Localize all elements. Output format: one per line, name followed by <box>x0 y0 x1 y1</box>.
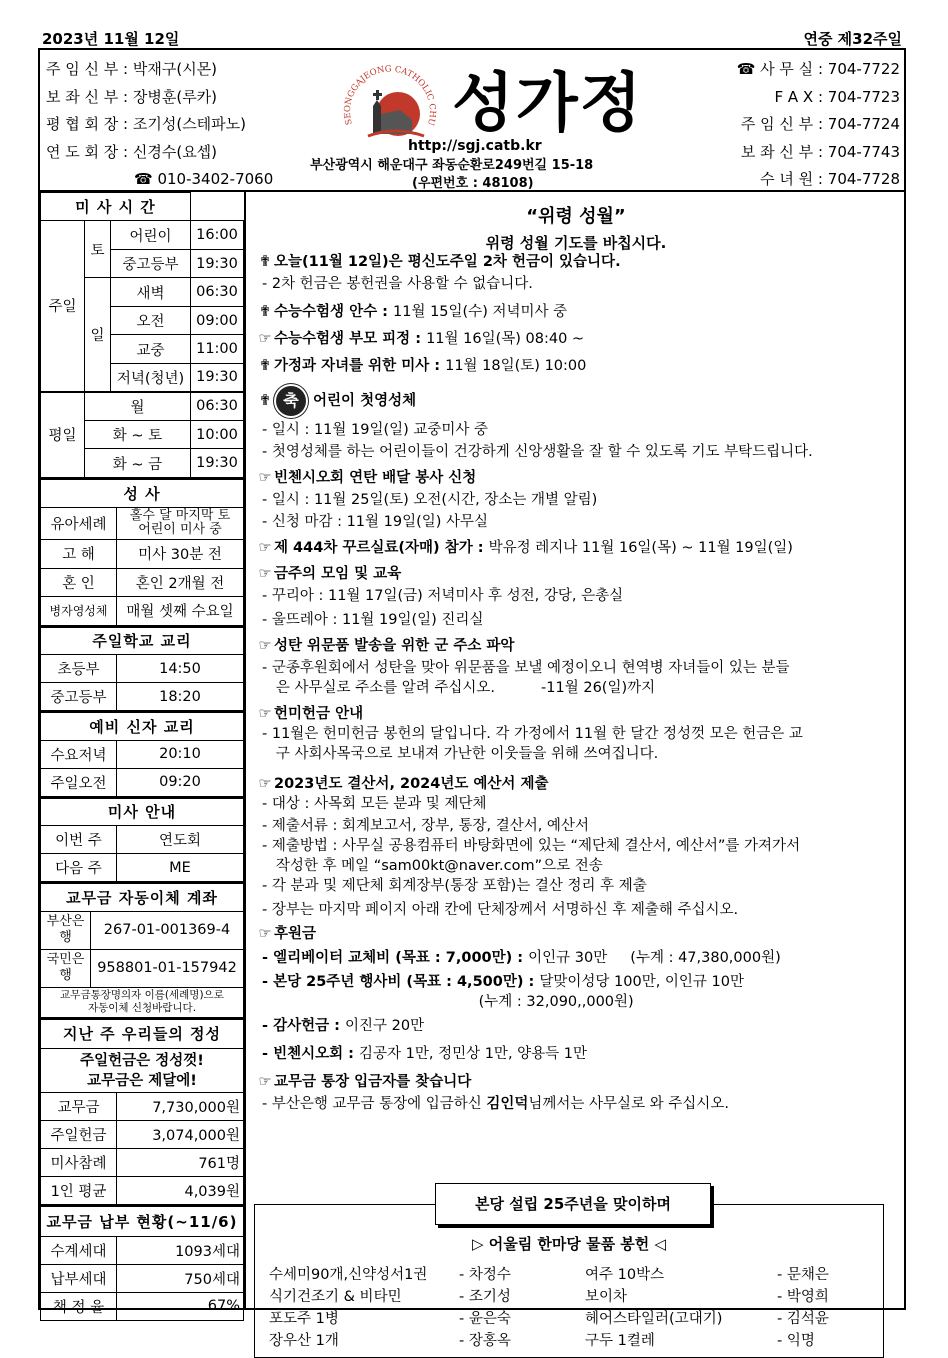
catechumen-title: 예비 신자 교리 <box>41 712 244 740</box>
announcement-detail: 11월 18일(토) 10:00 <box>445 358 587 374</box>
cross-icon: ✟ <box>258 393 272 409</box>
staff-label: 주 임 신 부 : <box>46 60 129 78</box>
announcement-heading: 수능수험생 안수 : <box>274 304 393 320</box>
offering-value: 761명 <box>117 1149 244 1177</box>
donation-item: 여주 10박스 <box>585 1267 665 1283</box>
mass-slot: 중고등부 <box>111 250 191 278</box>
mass-slot: 화 ~ 금 <box>85 449 191 478</box>
subitem-text: 작성한 후 메일 “sam00kt@naver.com”으로 전송 <box>262 858 603 874</box>
donation-item: 장우산 1개 <box>269 1333 339 1349</box>
mass-slot: 교중 <box>111 335 191 364</box>
mass-time: 09:00 <box>191 307 244 335</box>
offering-label: 주일헌금 <box>41 1121 117 1149</box>
staff-label: 보 좌 신 부 : <box>46 87 129 106</box>
payment-value: 67% <box>117 1292 244 1320</box>
donation-item: 헤어스타일러(고대기) <box>585 1311 723 1327</box>
staff-label: 연 도 회 장 : <box>46 142 129 161</box>
guide-week: 다음 주 <box>41 854 117 882</box>
subitem-text: - 2차 헌금은 봉헌권을 사용할 수 없습니다. <box>262 276 533 292</box>
donor-name: - 박영희 <box>777 1289 829 1305</box>
announcement-item <box>256 702 363 723</box>
cross-icon: ✟ <box>258 254 272 270</box>
subitem-text: - 제출서류 : 회계보고서, 장부, 통장, 결산서, 예산서 <box>262 818 589 834</box>
auto-transfer-note-2: 자동이체 신청바랍니다. <box>87 1002 197 1014</box>
donation-item: 식기건조기 & 비타민 <box>269 1289 402 1305</box>
donor-name: - 김석윤 <box>777 1311 829 1327</box>
phone-value: 704-7743 <box>827 142 900 161</box>
announcement-subitem <box>262 854 603 875</box>
auto-transfer-note: 교무금통장명의자 이름(세례명)으로 <box>60 989 224 1001</box>
sacrament-name: 혼 인 <box>41 568 117 596</box>
announcement-item <box>256 354 586 375</box>
pointing-hand-icon: ☞ <box>258 638 272 654</box>
announcement-subitem <box>262 970 744 991</box>
donation-item: 포도주 1병 <box>269 1311 339 1327</box>
school-time: 18:20 <box>117 683 244 711</box>
donor-name: - 익명 <box>777 1333 815 1349</box>
announcement-subitem <box>262 814 589 835</box>
church-logo <box>340 54 440 142</box>
announcement-subitem <box>262 990 634 1011</box>
announcement-item <box>256 634 514 655</box>
announcements <box>248 192 904 1349</box>
announcement-heading: 오늘(11월 12일)은 평신도주일 2차 헌금이 있습니다. <box>274 254 621 270</box>
subitem-text: - 군종후원회에서 성탄을 맞아 위문품을 보낼 예정이오니 현역병 자녀들이 있는 분들 <box>262 660 790 676</box>
pointing-hand-icon: ☞ <box>258 776 272 792</box>
announcement-subitem <box>262 1014 424 1035</box>
pointing-hand-icon: ☞ <box>258 1074 272 1090</box>
subitem-text: - 꾸리아 : 11월 17일(금) 저녁미사 후 성전, 강당, 은총실 <box>262 588 624 604</box>
bulletin-title: 성가정 <box>452 67 644 141</box>
mass-time: 06:30 <box>191 278 244 307</box>
mass-schedule-table <box>40 192 244 478</box>
announcement-heading: 금주의 모임 및 교육 <box>274 566 402 582</box>
guide-group: 연도회 <box>117 826 244 854</box>
sacrament-time-2: 어린이 미사 중 <box>138 522 222 537</box>
pointing-hand-icon: ☞ <box>258 470 272 486</box>
phone-value: 704-7728 <box>827 170 900 188</box>
subitem-text: - 부산은행 교무금 통장에 입금하신 <box>262 1096 487 1112</box>
announcement-subitem <box>262 418 488 439</box>
announcement-subitem <box>262 656 790 677</box>
catechumen-time: 20:10 <box>117 740 244 768</box>
mass-time: 16:00 <box>191 221 244 250</box>
announcement-subitem <box>262 834 800 855</box>
subitem-text: - 일시 : 11월 19일(일) 교중미사 중 <box>262 422 489 438</box>
subitem-text: - 각 분과 및 제단체 회계장부(통장 포함)는 결산 정리 후 제출 <box>262 878 647 894</box>
subitem-text: - 11월은 헌미헌금 봉헌의 달입니다. 각 가정에서 11월 한 달간 정성껏 모은 헌금은 교 <box>262 726 803 742</box>
bank-account: 267-01-001369-4 <box>91 911 244 949</box>
announcement-detail: 11월 15일(수) 저녁미사 중 <box>393 304 568 320</box>
auto-transfer-table <box>40 882 244 1018</box>
donation-item: 수세미90개,신약성서1권 <box>269 1267 428 1283</box>
sacrament-name: 고 해 <box>41 539 117 568</box>
subitem-text: - 울뜨레아 : 11월 19일(일) 진리실 <box>262 612 484 628</box>
subitem-text: - 일시 : 11월 25일(토) 오전(시간, 장소는 개별 알림) <box>262 492 598 508</box>
announcement-subitem <box>262 722 803 743</box>
offering-label: 교무금 <box>41 1093 117 1121</box>
announcement-heading: 교무금 통장 입금자를 찾습니다 <box>274 1074 472 1090</box>
sacrament-name: 유아세례 <box>41 507 117 539</box>
announcement-subitem <box>262 676 655 697</box>
congrats-badge-icon: 축 <box>276 386 306 416</box>
church-url[interactable]: http://sgj.catb.kr <box>408 138 542 154</box>
sacrament-title: 성 사 <box>41 479 244 507</box>
subitem-text: - 신청 마감 : 11월 19일(일) 사무실 <box>262 514 489 530</box>
sunday-label: 주일 <box>41 221 85 392</box>
announcement-detail: 11월 16일(목) 08:40 ~ <box>426 331 585 347</box>
subitem-text: - 첫영성체를 하는 어린이들이 건강하게 신앙생활을 잘 할 수 있도록 기도 부탁드립니다. <box>262 444 813 460</box>
donor-name: - 장홍옥 <box>459 1333 511 1349</box>
payment-label: 수계세대 <box>41 1236 117 1264</box>
subitem-label: - 본당 25주년 행사비 (목표 : 4,500만) : <box>262 974 540 990</box>
announcement-subitem <box>262 1092 729 1113</box>
offering-title: 지난 주 우리들의 정성 <box>41 1019 244 1049</box>
announcement-subitem <box>262 584 623 605</box>
payment-label: 책 정 율 <box>41 1292 117 1320</box>
donation-item: 구두 1켤레 <box>585 1333 655 1349</box>
staff-list <box>46 56 273 194</box>
school-time: 14:50 <box>117 655 244 683</box>
staff-value: 박재구(시몬) <box>132 60 218 78</box>
announcement-heading: 헌미헌금 안내 <box>274 706 364 722</box>
subitem-label: - 엘리베이터 교체비 (목표 : 7,000만) : <box>262 950 529 966</box>
offering-label: 미사참례 <box>41 1149 117 1177</box>
donation-item: 보이차 <box>585 1289 628 1305</box>
church-zip: (우편번호 : 48108) <box>412 176 534 191</box>
announcement-item <box>256 300 567 321</box>
cross-icon: ✟ <box>258 358 272 374</box>
office-phones <box>737 56 900 194</box>
offering-table <box>40 1018 244 1206</box>
announcement-subitem <box>262 488 597 509</box>
subitem-text: - 대상 : 사목회 모든 분과 및 제단체 <box>262 796 487 812</box>
subitem-text: 은 사무실로 주소를 알려 주십시오. -11월 26(일)까지 <box>262 680 656 696</box>
subitem-label: - 감사헌금 : <box>262 1018 345 1034</box>
subitem-text: - 제출방법 : 사무실 공용컴퓨터 바탕화면에 있는 “제단체 결산서, 예산서”를 가져가서 <box>262 838 801 854</box>
pointing-hand-icon: ☞ <box>258 331 272 347</box>
mass-time: 10:00 <box>191 421 244 449</box>
announcement-subitem <box>262 742 658 763</box>
guide-week: 이번 주 <box>41 826 117 854</box>
offering-slogan: 주일헌금은 정성껏! <box>80 1052 204 1069</box>
bank-account: 958801-01-157942 <box>91 949 244 987</box>
catechumen-table <box>40 711 244 797</box>
payment-label: 납부세대 <box>41 1264 117 1292</box>
offering-value: 4,039원 <box>117 1177 244 1205</box>
offering-value: 7,730,000원 <box>117 1093 244 1121</box>
phone-label: 수 녀 원 : <box>760 170 823 188</box>
announcement-subitem <box>262 272 533 293</box>
offering-label: 1인 평균 <box>41 1177 117 1205</box>
announcement-item <box>256 327 584 348</box>
logo-text: SEONGGAJEONG CATHOLIC CHU <box>342 64 438 127</box>
bulletin-date: 2023년 11월 12일 <box>42 30 180 48</box>
staff-value: 조기성(스테파노) <box>132 115 247 133</box>
staff-value: 장병훈(루카) <box>132 87 218 106</box>
mass-time: 06:30 <box>191 392 244 421</box>
subheadline: 위령 성월 기도를 바칩시다. <box>485 234 667 252</box>
subitem-detail: 김공자 1만, 정민상 1만, 양용득 1만 <box>359 1046 588 1062</box>
subitem-label: - 빈첸시오회 : <box>262 1046 359 1062</box>
pointing-hand-icon: ☞ <box>258 566 272 582</box>
phone-value: 704-7722 <box>827 60 900 78</box>
announcement-item <box>256 562 401 583</box>
staff-value: 신경수(요셉) <box>132 142 218 161</box>
sacrament-time: 미사 30분 전 <box>117 539 244 568</box>
anniversary-title: 본당 설립 25주년을 맞이하며 <box>435 1183 711 1225</box>
phone-label: F A X : <box>774 87 823 106</box>
payment-value: 1093세대 <box>117 1236 244 1264</box>
phone-label: 보 좌 신 부 : <box>740 142 823 161</box>
phone-label: 주 임 신 부 : <box>740 115 823 133</box>
catechumen-slot: 주일오전 <box>41 768 117 796</box>
announcement-heading: 빈첸시오회 연탄 배달 봉사 신청 <box>274 470 477 486</box>
catechumen-time: 09:20 <box>117 768 244 796</box>
announcement-detail: 박유정 레지나 11월 16일(목) ~ 11월 19일(일) <box>488 540 793 556</box>
mass-slot: 어린이 <box>111 221 191 250</box>
saturday-label: 토 <box>85 221 111 278</box>
announcement-item <box>256 772 549 793</box>
payment-status-table <box>40 1205 244 1321</box>
subitem-name: 김인덕 <box>486 1096 529 1112</box>
donor-name: - 조기성 <box>459 1289 511 1305</box>
mass-guide-title: 미사 안내 <box>41 798 244 826</box>
announcement-subitem <box>262 898 738 919</box>
auto-transfer-title: 교무금 자동이체 계좌 <box>41 883 244 911</box>
donor-name: - 차정수 <box>459 1267 511 1283</box>
announcement-item <box>256 922 316 943</box>
announcement-subitem <box>262 1042 587 1063</box>
announcement-item <box>256 466 476 487</box>
mass-time: 19:30 <box>191 449 244 478</box>
subitem-text: 구 사회사목국으로 보내져 가난한 이웃들을 위해 쓰여집니다. <box>262 746 659 762</box>
payment-status-title: 교무금 납부 현황(~11/6) <box>41 1206 244 1236</box>
mass-time: 11:00 <box>191 335 244 364</box>
announcement-heading: 어린이 첫영성체 <box>308 393 417 409</box>
announcement-heading: 수능수험생 부모 피정 : <box>274 331 427 347</box>
mass-time: 19:30 <box>191 364 244 392</box>
sidebar <box>40 192 246 1316</box>
subitem-detail: 달맞이성당 100만, 이인규 10만 <box>539 974 745 990</box>
mass-time: 19:30 <box>191 250 244 278</box>
donation-subtitle: ▷ 어울림 한마당 물품 봉헌 ◁ <box>471 1235 667 1253</box>
sacrament-name: 병자영성체 <box>41 596 117 625</box>
subitem-detail: 이진구 20만 <box>345 1018 425 1034</box>
announcement-item <box>256 536 793 557</box>
school-group: 초등부 <box>41 655 117 683</box>
top-line <box>40 26 904 48</box>
subitem-text: - 장부는 마지막 페이지 아래 칸에 단체장께서 서명하신 후 제출해 주십시오. <box>262 902 739 918</box>
announcement-subitem <box>262 608 483 629</box>
pointing-hand-icon: ☞ <box>258 540 272 556</box>
staff-label: 평 협 회 장 : <box>46 115 129 133</box>
mass-time-title: 미 사 시 간 <box>41 193 191 221</box>
announcement-subitem <box>262 510 488 531</box>
announcement-item <box>256 250 621 271</box>
mass-guide-table <box>40 797 244 883</box>
catechumen-slot: 수요저녁 <box>41 740 117 768</box>
donor-name: - 윤은숙 <box>459 1311 511 1327</box>
mass-slot: 화 ~ 토 <box>85 421 191 449</box>
announcement-subitem <box>262 874 647 895</box>
sunday-school-title: 주일학교 교리 <box>41 627 244 655</box>
mass-slot: 새벽 <box>111 278 191 307</box>
announcement-item <box>256 1070 471 1091</box>
sacrament-time: 혼인 2개월 전 <box>117 568 244 596</box>
announcement-heading: 성탄 위문품 발송을 위한 군 주소 파악 <box>274 638 515 654</box>
header <box>40 50 904 192</box>
sacrament-time: 홀수 달 마지막 토 <box>129 508 231 523</box>
donor-name: - 문채은 <box>777 1267 829 1283</box>
guide-group: ME <box>117 854 244 882</box>
announcement-item <box>256 386 416 416</box>
announcement-subitem <box>262 440 813 461</box>
liturgical-week: 연중 제32주일 <box>803 30 902 48</box>
announcement-heading: 2023년도 결산서, 2024년도 예산서 제출 <box>274 776 549 792</box>
bank-name: 국민은행 <box>41 949 91 987</box>
bank-name: 부산은행 <box>41 911 91 949</box>
phone-value: 704-7723 <box>827 87 900 106</box>
mass-slot: 월 <box>85 392 191 421</box>
announcement-subitem <box>262 792 486 813</box>
pointing-hand-icon: ☞ <box>258 926 272 942</box>
president-phone: ☎ 010-3402-7060 <box>134 170 274 188</box>
pointing-hand-icon: ☞ <box>258 706 272 722</box>
weekday-label: 평일 <box>41 392 85 478</box>
church-address: 부산광역시 해운대구 좌동순환로249번길 15-18 <box>310 158 594 173</box>
offering-slogan-2: 교무금은 제달에! <box>87 1072 197 1089</box>
sacrament-time: 매월 셋째 수요일 <box>117 596 244 625</box>
school-group: 중고등부 <box>41 683 117 711</box>
phone-label: ☎ 사 무 실 : <box>736 60 823 78</box>
offering-value: 3,074,000원 <box>117 1121 244 1149</box>
subitem-text: (누계 : 32,090,,000원) <box>262 994 634 1010</box>
mass-slot: 저녁(청년) <box>111 364 191 392</box>
announcement-subitem <box>262 946 781 967</box>
sunday-school-table <box>40 626 244 712</box>
sunday-day-label: 일 <box>85 278 111 392</box>
mass-slot: 오전 <box>111 307 191 335</box>
sacrament-table <box>40 478 244 626</box>
announcement-heading: 가정과 자녀를 위한 미사 : <box>274 358 446 374</box>
phone-value: 704-7724 <box>827 115 900 133</box>
subitem-detail: 이인규 30만 (누계 : 47,380,000원) <box>528 950 781 966</box>
announcement-heading: 제 444차 꾸르실료(자매) 참가 : <box>274 540 489 556</box>
subitem-detail: 님께서는 사무실로 와 주십시오. <box>528 1096 729 1112</box>
payment-value: 750세대 <box>117 1264 244 1292</box>
cross-icon: ✟ <box>258 304 272 320</box>
anniversary-box <box>254 1195 884 1358</box>
announcement-heading: 후원금 <box>274 926 317 942</box>
bulletin-frame <box>38 48 906 1349</box>
headline: “위령 성월” <box>526 206 626 227</box>
